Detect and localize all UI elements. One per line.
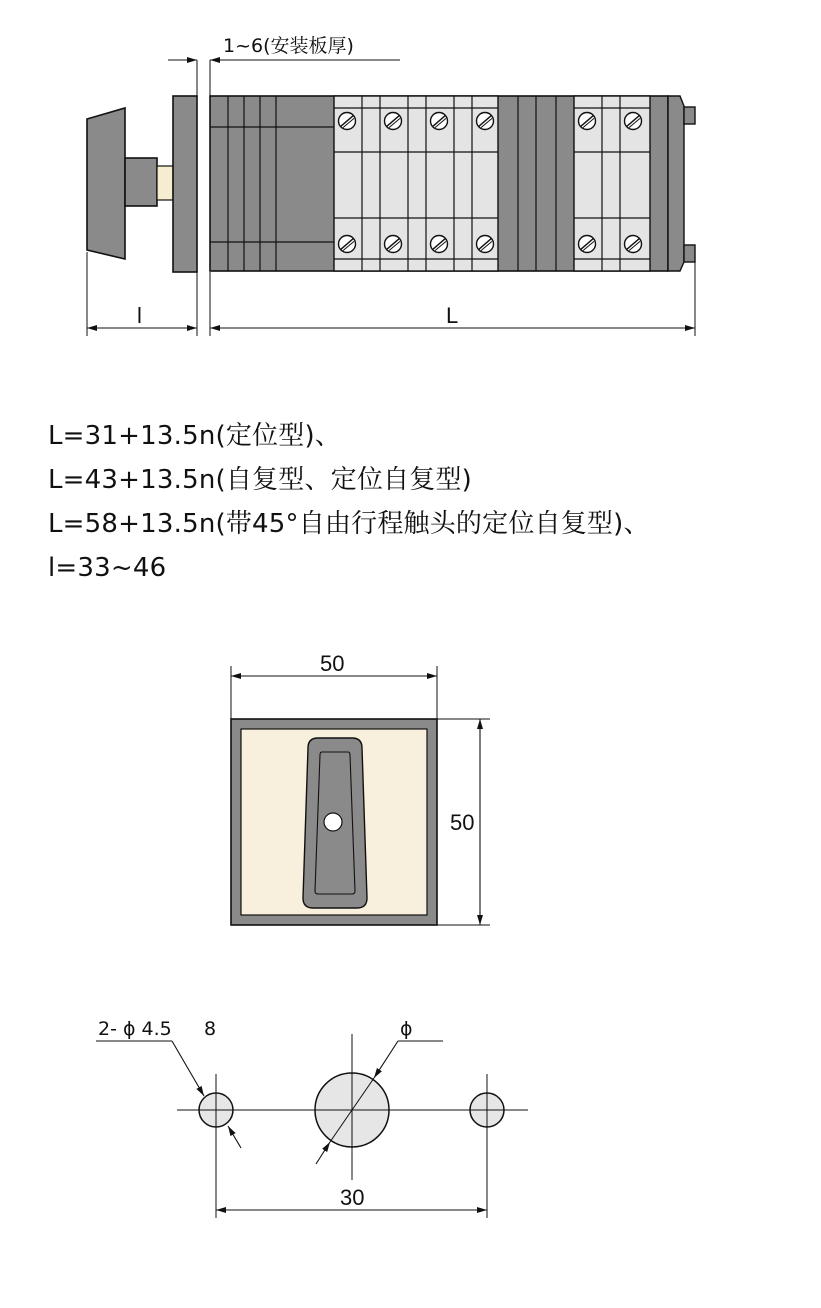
switch-body	[210, 96, 695, 271]
dim-panel-thickness	[168, 35, 400, 96]
hole-spacing-label: 30	[340, 1185, 365, 1210]
formula-list	[48, 414, 650, 590]
front-height-label: 50	[450, 810, 475, 835]
handle-neck	[125, 158, 157, 206]
end-lug	[684, 107, 695, 124]
front-view	[231, 651, 490, 925]
mounting-cutout	[96, 1018, 528, 1218]
end-cap	[668, 96, 684, 271]
side-view	[87, 35, 695, 336]
main-hole-label: ϕ	[400, 1018, 413, 1040]
small-hole-label: 2- ϕ 4.5	[98, 1018, 172, 1040]
offset-label: 8	[204, 1018, 217, 1040]
total-length-label: L	[446, 303, 459, 328]
handle-length-label: l	[137, 303, 142, 328]
panel-thickness-label: 1~6(安装板厚)	[223, 35, 354, 57]
front-width-label: 50	[320, 651, 345, 676]
formula-free-travel: L=58+13.5n(带45°自由行程触头的定位自复型)、	[48, 509, 650, 539]
handle-hole	[324, 813, 342, 831]
handle-knob	[87, 108, 125, 259]
formula-self-return: L=43+13.5n(自复型、定位自复型)	[48, 465, 472, 495]
formula-positioning: L=31+13.5n(定位型)、	[48, 421, 341, 451]
formula-handle-length: l=33~46	[48, 553, 167, 583]
mounting-panel	[173, 96, 197, 272]
end-lug	[684, 245, 695, 262]
shaft-stem	[157, 166, 173, 200]
contact-block	[334, 96, 498, 271]
